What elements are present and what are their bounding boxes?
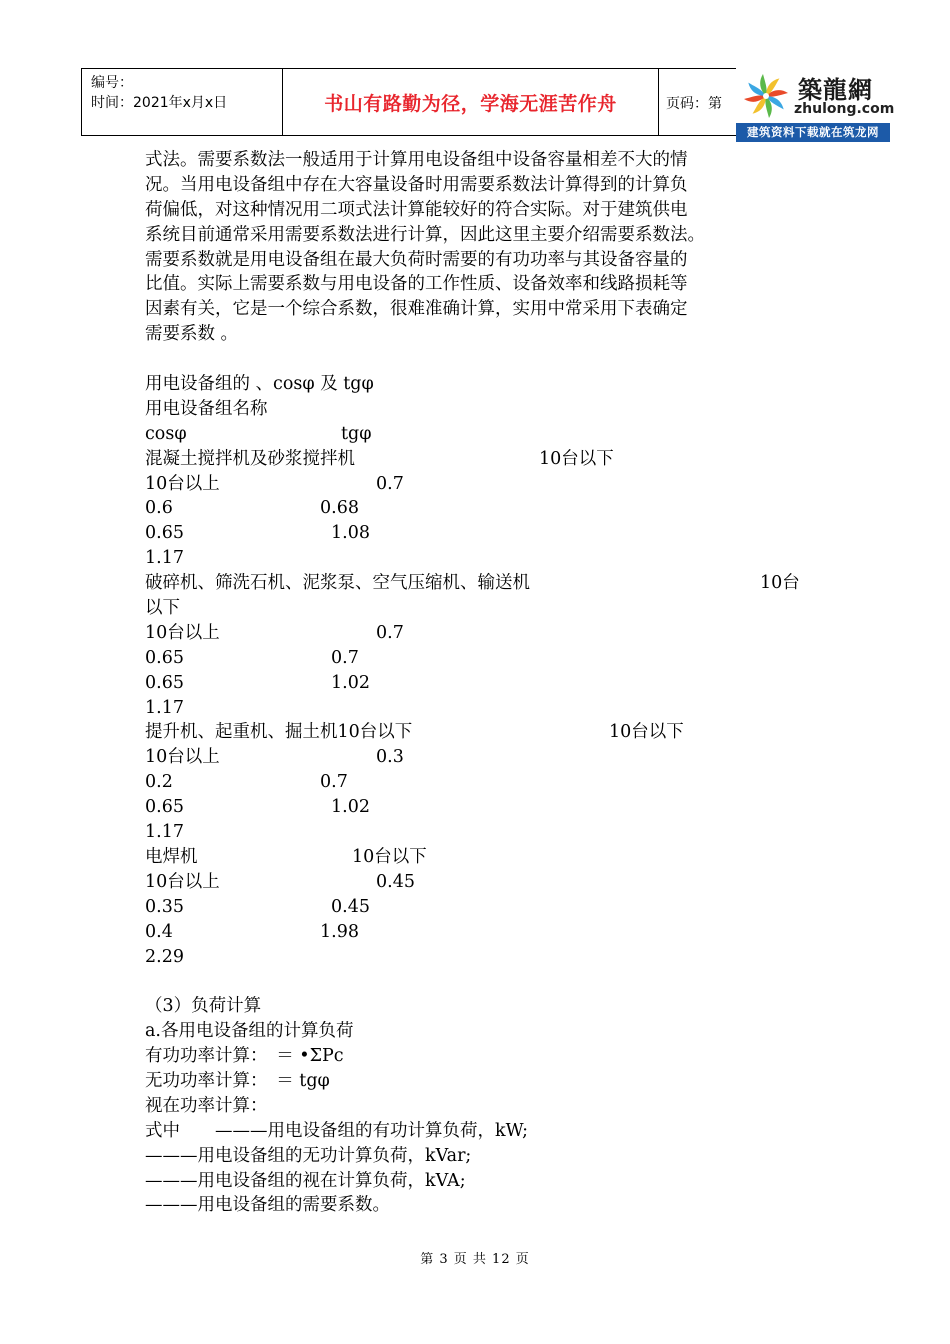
table-row <box>145 945 825 970</box>
definition-line: 式中 ———用电设备组的有功计算负荷，kW; <box>145 1120 528 1141</box>
table-cell: 1.17 <box>145 548 184 569</box>
document-number-label: 编号： <box>91 75 133 91</box>
text-line: 需要系数 。 <box>145 324 239 345</box>
header-page-label: 页码：第 <box>666 96 722 112</box>
equipment-group-row <box>145 845 825 870</box>
definition-line: ———用电设备组的需要系数。 <box>145 1195 390 1216</box>
definition-line: ———用电设备组的视在计算负荷，kVA; <box>145 1170 466 1191</box>
equipment-group-count: 10台以下 <box>539 448 614 469</box>
formula-reactive-power: 无功功率计算： ＝ tgφ <box>145 1070 330 1091</box>
table-title: 用电设备组的 、cosφ 及 tgφ <box>145 374 374 395</box>
table-cell: 0.2 <box>145 772 173 793</box>
table-cell: 0.65 <box>145 797 184 818</box>
table-cell: 1.98 <box>320 921 359 942</box>
intro-paragraph <box>145 148 825 347</box>
text-line: 需要系数就是用电设备组在最大负荷时需要的有功功率与其设备容量的 <box>145 249 688 270</box>
table-row <box>145 472 825 497</box>
definition-line: ———用电设备组的无功计算负荷，kVar; <box>145 1145 472 1166</box>
logo-center-dot <box>763 93 769 99</box>
table-row <box>145 745 825 770</box>
logo-domain: zhulong.com <box>794 101 895 117</box>
equipment-group-name: 破碎机、筛洗石机、泥浆泵、空气压缩机、输送机 <box>145 573 530 594</box>
table-row <box>145 870 825 895</box>
table-row <box>145 795 825 820</box>
table-cell: 2.29 <box>145 946 184 967</box>
table-cell: 10台以上 <box>145 871 220 892</box>
table-cell: 0.68 <box>320 498 359 519</box>
spacer <box>145 347 825 372</box>
formula-active-power: 有功功率计算： ＝ •ΣPc <box>145 1046 344 1067</box>
equipment-group-row <box>145 571 825 596</box>
table-row <box>145 671 825 696</box>
table-cell: 1.17 <box>145 697 184 718</box>
table-row <box>145 820 825 845</box>
load-calculation-section <box>145 994 825 1218</box>
table-cell: 1.02 <box>331 797 370 818</box>
table-cell: 0.45 <box>331 896 370 917</box>
equipment-group-row <box>145 447 825 472</box>
formula-apparent-power: 视在功率计算： <box>145 1095 268 1116</box>
table-cell: 0.4 <box>145 921 173 942</box>
table-row <box>145 496 825 521</box>
table-cell: 10台以上 <box>145 473 220 494</box>
text-line: 式法。需要系数法一般适用于计算用电设备组中设备容量相差不大的情 <box>145 150 688 170</box>
table-row <box>145 696 825 721</box>
table-row <box>145 621 825 646</box>
table-row <box>145 546 825 571</box>
text-line: 况。当用电设备组中存在大容量设备时用需要系数法计算得到的计算负 <box>145 174 688 195</box>
text-line: 因素有关，它是一个综合系数，很难准确计算，实用中常采用下表确定 <box>145 299 688 320</box>
table-row <box>145 596 825 621</box>
table-cell: 10台以上 <box>145 747 220 768</box>
table-column-tg: tgφ <box>341 423 372 444</box>
table-cell: 1.17 <box>145 822 184 843</box>
table-cell: 0.7 <box>320 772 348 793</box>
header-meta-cell <box>82 69 283 135</box>
table-cell: 0.7 <box>331 647 359 668</box>
table-cell: 0.3 <box>376 747 404 768</box>
table-row <box>145 646 825 671</box>
table-row <box>145 521 825 546</box>
equipment-group-name: 电焊机 <box>145 846 198 867</box>
equipment-group-count: 10台以下 <box>609 722 684 743</box>
table-cell: 0.65 <box>145 647 184 668</box>
header-motto: 书山有路勤为径，学海无涯苦作舟 <box>324 92 617 115</box>
document-time-label: 时间：2021年x月x日 <box>91 95 228 111</box>
logo-chinese-name: 築龍網 <box>798 75 873 104</box>
table-cell: 1.02 <box>331 672 370 693</box>
page-footer: 第 3 页 共 12 页 <box>420 1252 530 1267</box>
table-cell: 1.08 <box>331 523 370 544</box>
pinwheel-logo-icon <box>738 69 794 123</box>
text-line: 比值。实际上需要系数与用电设备的工作性质、设备效率和线路损耗等 <box>145 274 688 295</box>
zhulong-logo <box>736 68 895 142</box>
table-cell: 10台以上 <box>145 622 220 643</box>
table-cell: 0.7 <box>376 473 404 494</box>
table-cell: 0.6 <box>145 498 173 519</box>
text-line: 系统目前通常采用需要系数法进行计算，因此这里主要介绍需要系数法。 <box>145 224 705 245</box>
spacer <box>145 969 825 994</box>
document-body <box>145 148 825 1218</box>
table-row <box>145 770 825 795</box>
equipment-group-name: 提升机、起重机、掘土机10台以下 <box>145 722 413 743</box>
table-row <box>145 920 825 945</box>
table-column-name: 用电设备组名称 <box>145 398 268 419</box>
text-line: 荷偏低，对这种情况用二项式法计算能较好的符合实际。对于建筑供电 <box>145 199 688 220</box>
section-heading: （3）负荷计算 <box>145 996 262 1017</box>
table-cell: 0.65 <box>145 672 184 693</box>
coefficient-table <box>145 372 825 969</box>
logo-slogan: 建筑资料下载就在筑龙网 <box>736 123 890 142</box>
equipment-group-count: 10台以下 <box>352 846 427 867</box>
header-motto-cell <box>283 69 659 135</box>
subsection-heading: a.各用电设备组的计算负荷 <box>145 1021 354 1042</box>
table-column-cos: cosφ <box>145 423 187 444</box>
table-header-row <box>145 422 825 447</box>
equipment-group-name: 混凝土搅拌机及砂浆搅拌机 <box>145 448 355 469</box>
table-cell: 0.65 <box>145 523 184 544</box>
table-cell: 0.35 <box>145 896 184 917</box>
table-row <box>145 895 825 920</box>
equipment-group-row <box>145 720 825 745</box>
table-cell: 0.7 <box>376 622 404 643</box>
equipment-group-count-cont: 以下 <box>145 598 180 619</box>
table-cell: 0.45 <box>376 871 415 892</box>
equipment-group-count: 10台 <box>760 573 800 594</box>
